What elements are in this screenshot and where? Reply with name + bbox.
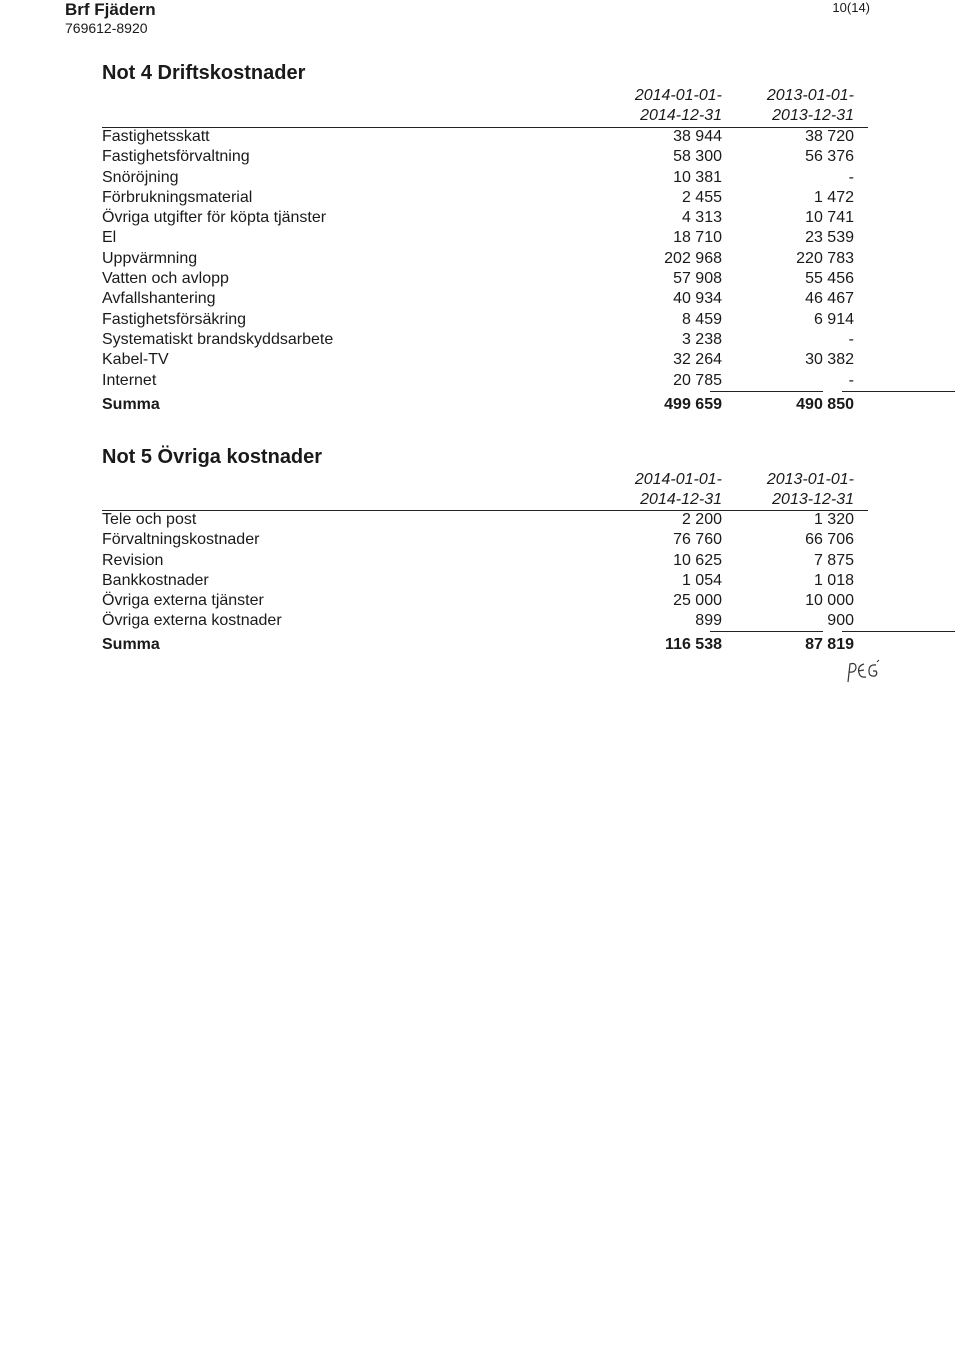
value-2014: 899 — [695, 612, 722, 630]
organization-name: Brf Fjädern — [65, 0, 156, 19]
table-row — [102, 611, 868, 631]
row-label: Övriga utgifter för köpta tjänster — [102, 209, 327, 227]
value-2013: 23 539 — [805, 229, 854, 247]
row-label: Internet — [102, 371, 157, 389]
value-2013: - — [848, 330, 854, 348]
sum-label: Summa — [102, 636, 160, 653]
value-2013: 66 706 — [805, 531, 854, 549]
value-2014: 2 200 — [681, 511, 722, 528]
value-2013: 7 875 — [813, 551, 854, 569]
value-2013: 1 472 — [813, 188, 854, 206]
value-2013: 1 018 — [813, 571, 854, 589]
row-label: Bankkostnader — [102, 571, 209, 589]
row-label: Fastighetsförsäkring — [102, 310, 247, 328]
table-row — [102, 168, 868, 188]
value-2013: 220 783 — [796, 249, 854, 267]
note-5-column-2013-header — [767, 470, 854, 510]
table-row — [102, 551, 868, 571]
table-row — [102, 269, 868, 289]
value-2013: 6 914 — [813, 310, 854, 328]
table-row — [102, 330, 868, 350]
value-2013: 10 741 — [805, 209, 854, 227]
row-label: Förbrukningsmaterial — [102, 188, 253, 206]
value-2013: 55 456 — [805, 270, 854, 288]
row-label: Kabel-TV — [102, 351, 169, 369]
note-4-section — [102, 62, 868, 422]
value-2014: 202 968 — [664, 249, 722, 267]
column-2014-from: 2014-01-01- — [634, 87, 722, 104]
column-2014-from: 2014-01-01- — [634, 471, 722, 488]
row-label: Övriga externa tjänster — [102, 592, 264, 610]
value-2013: 38 720 — [805, 128, 854, 145]
table-row — [102, 530, 868, 550]
value-2013: 10 000 — [805, 592, 854, 610]
sum-2013: 87 819 — [805, 636, 854, 653]
value-2014: 10 381 — [673, 168, 722, 186]
value-2013: - — [848, 168, 854, 186]
row-label: Snöröjning — [102, 168, 179, 186]
note-4-column-2014-header — [635, 86, 722, 126]
note-4-title: Not 4 Driftskostnader — [102, 62, 306, 84]
table-row — [102, 208, 868, 228]
value-2014: 10 625 — [673, 551, 722, 569]
value-2013: 46 467 — [805, 290, 854, 308]
note-5-section — [102, 446, 868, 686]
value-2014: 40 934 — [673, 290, 722, 308]
value-2014: 18 710 — [673, 229, 722, 247]
row-label: Fastighetsförvaltning — [102, 148, 250, 166]
row-label: Fastighetsskatt — [102, 128, 210, 145]
table-row — [102, 510, 868, 530]
value-2014: 58 300 — [673, 148, 722, 166]
value-2014: 25 000 — [673, 592, 722, 610]
row-label: Övriga externa kostnader — [102, 612, 282, 630]
organization-number: 769612-8920 — [65, 20, 148, 36]
table-row — [102, 310, 868, 330]
note-4-rows — [102, 127, 868, 391]
note-5-rows — [102, 510, 868, 632]
value-2013: 900 — [827, 612, 854, 630]
sum-divider-2013 — [842, 631, 955, 632]
value-2014: 3 238 — [681, 330, 722, 348]
sum-2014: 499 659 — [664, 396, 722, 413]
value-2014: 1 054 — [681, 571, 722, 589]
row-label: Förvaltningskostnader — [102, 531, 260, 549]
value-2013: - — [848, 371, 854, 389]
table-row — [102, 147, 868, 167]
sum-label: Summa — [102, 396, 160, 413]
column-2013-from: 2013-01-01- — [766, 471, 854, 488]
table-row — [102, 371, 868, 391]
value-2014: 4 313 — [681, 209, 722, 227]
sum-2013: 490 850 — [796, 396, 854, 413]
column-2013-from: 2013-01-01- — [766, 87, 854, 104]
table-row — [102, 350, 868, 370]
table-row — [102, 228, 868, 248]
handwritten-initials-signature — [842, 658, 882, 686]
value-2013: 30 382 — [805, 351, 854, 369]
value-2014: 2 455 — [681, 188, 722, 206]
table-row — [102, 127, 868, 147]
row-label: Systematiskt brandskyddsarbete — [102, 330, 334, 348]
value-2014: 32 264 — [673, 351, 722, 369]
row-label: Uppvärmning — [102, 249, 198, 267]
table-row — [102, 289, 868, 309]
row-label: Vatten och avlopp — [102, 270, 229, 288]
note-4-sum-row — [102, 395, 868, 415]
note-5-title: Not 5 Övriga kostnader — [102, 446, 323, 468]
row-label: Tele och post — [102, 511, 197, 528]
value-2013: 1 320 — [813, 511, 854, 528]
row-label: El — [102, 229, 117, 247]
table-row — [102, 249, 868, 269]
sum-divider-2014 — [710, 391, 823, 392]
row-label: Avfallshantering — [102, 290, 216, 308]
table-row — [102, 188, 868, 208]
table-row — [102, 571, 868, 591]
table-row — [102, 591, 868, 611]
sum-divider-2013 — [842, 391, 955, 392]
value-2014: 76 760 — [673, 531, 722, 549]
column-2013-to: 2013-12-31 — [772, 491, 854, 508]
sum-2014: 116 538 — [665, 636, 722, 653]
value-2014: 8 459 — [681, 310, 722, 328]
page-number: 10(14) — [832, 0, 870, 15]
value-2014: 20 785 — [673, 371, 722, 389]
value-2014: 38 944 — [673, 128, 722, 145]
note-5-sum-row — [102, 635, 868, 655]
column-2014-to: 2014-12-31 — [640, 491, 722, 508]
note-5-column-2014-header — [635, 470, 722, 510]
column-2013-to: 2013-12-31 — [772, 107, 854, 124]
column-2014-to: 2014-12-31 — [640, 107, 722, 124]
value-2014: 57 908 — [673, 270, 722, 288]
note-4-column-2013-header — [767, 86, 854, 126]
value-2013: 56 376 — [805, 148, 854, 166]
sum-divider-2014 — [710, 631, 823, 632]
row-label: Revision — [102, 551, 164, 569]
